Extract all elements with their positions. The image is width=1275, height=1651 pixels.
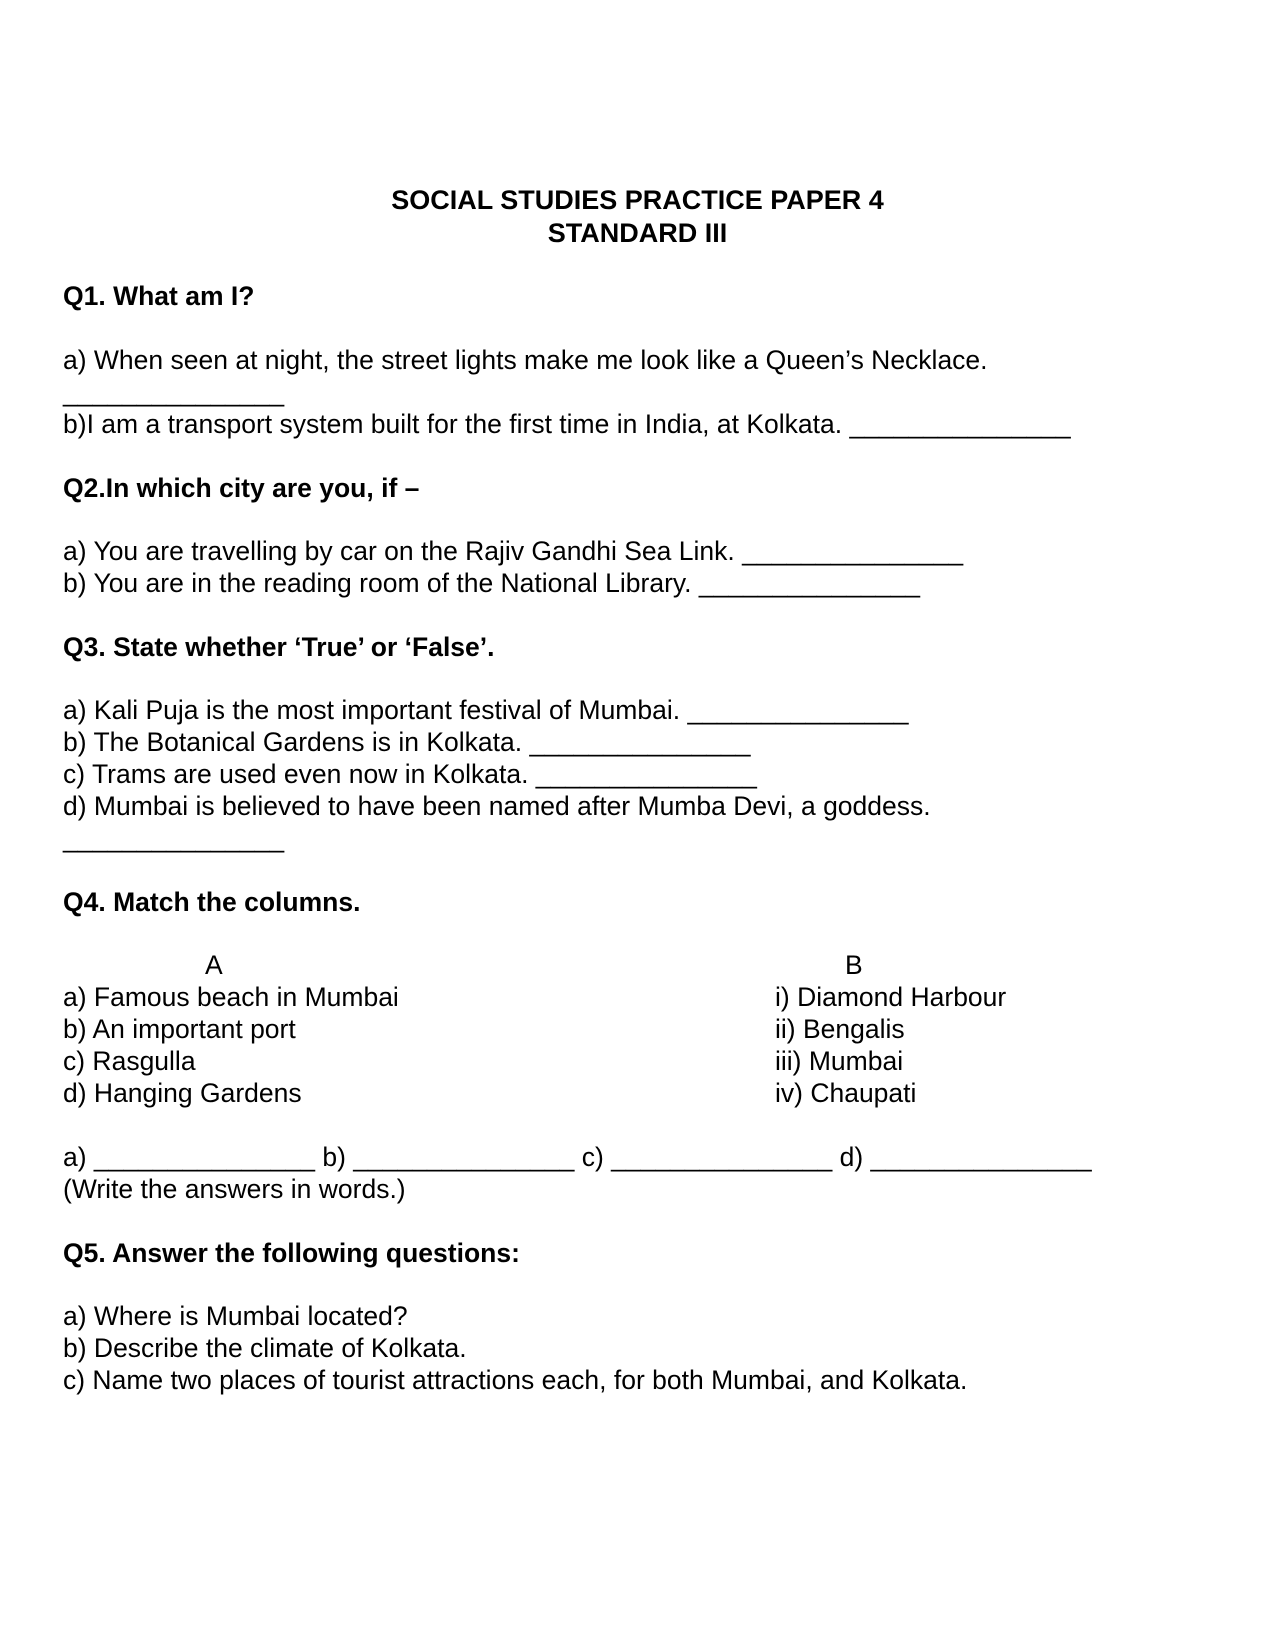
- q4-note: (Write the answers in words.): [63, 1174, 406, 1204]
- q4-col-b-item: iii) Mumbai: [775, 1046, 904, 1076]
- q3-heading: Q3. State whether ‘True’ or ‘False’.: [63, 632, 495, 662]
- q4-col-a-item: a) Famous beach in Mumbai: [63, 982, 399, 1012]
- q4-col-a-header: A: [205, 950, 223, 980]
- q2-heading: Q2.In which city are you, if –: [63, 473, 420, 503]
- q4-col-a-item: b) An important port: [63, 1014, 296, 1044]
- page-subtitle: STANDARD III: [547, 218, 728, 248]
- q5-heading: Q5. Answer the following questions:: [63, 1238, 520, 1268]
- q1-item-a-blank: _______________: [63, 377, 285, 407]
- q2-item-b: b) You are in the reading room of the National Library. _______________: [63, 568, 920, 598]
- q4-heading: Q4. Match the columns.: [63, 887, 361, 917]
- q5-item-b: b) Describe the climate of Kolkata.: [63, 1333, 467, 1363]
- q2-item-a: a) You are travelling by car on the Rajiv Gandhi Sea Link. _______________: [63, 536, 964, 566]
- q3-item-a: a) Kali Puja is the most important festival of Mumbai. _______________: [63, 695, 909, 725]
- q1-item-a: a) When seen at night, the street lights make me look like a Queen’s Necklace.: [63, 345, 988, 375]
- q4-col-a-item: d) Hanging Gardens: [63, 1078, 302, 1108]
- q4-answers-line: a) _______________ b) _______________ c) _______________ d) _______________: [63, 1142, 1092, 1172]
- q5-item-a: a) Where is Mumbai located?: [63, 1301, 408, 1331]
- q5-item-c: c) Name two places of tourist attractions each, for both Mumbai, and Kolkata.: [63, 1365, 968, 1395]
- q4-col-b-header: B: [845, 950, 863, 980]
- q4-col-b-item: i) Diamond Harbour: [775, 982, 1007, 1012]
- q1-heading: Q1. What am I?: [63, 281, 255, 311]
- q3-item-d-blank: _______________: [63, 823, 285, 853]
- page-title: SOCIAL STUDIES PRACTICE PAPER 4: [391, 185, 884, 215]
- q3-item-d: d) Mumbai is believed to have been named after Mumba Devi, a goddess.: [63, 791, 931, 821]
- q4-col-b-item: iv) Chaupati: [775, 1078, 917, 1108]
- q4-col-b-item: ii) Bengalis: [775, 1014, 905, 1044]
- q3-item-b: b) The Botanical Gardens is in Kolkata. _______________: [63, 727, 751, 757]
- q1-item-b: b)I am a transport system built for the first time in India, at Kolkata. _______________: [63, 409, 1071, 439]
- q3-item-c: c) Trams are used even now in Kolkata. _______________: [63, 759, 757, 789]
- q4-col-a-item: c) Rasgulla: [63, 1046, 196, 1076]
